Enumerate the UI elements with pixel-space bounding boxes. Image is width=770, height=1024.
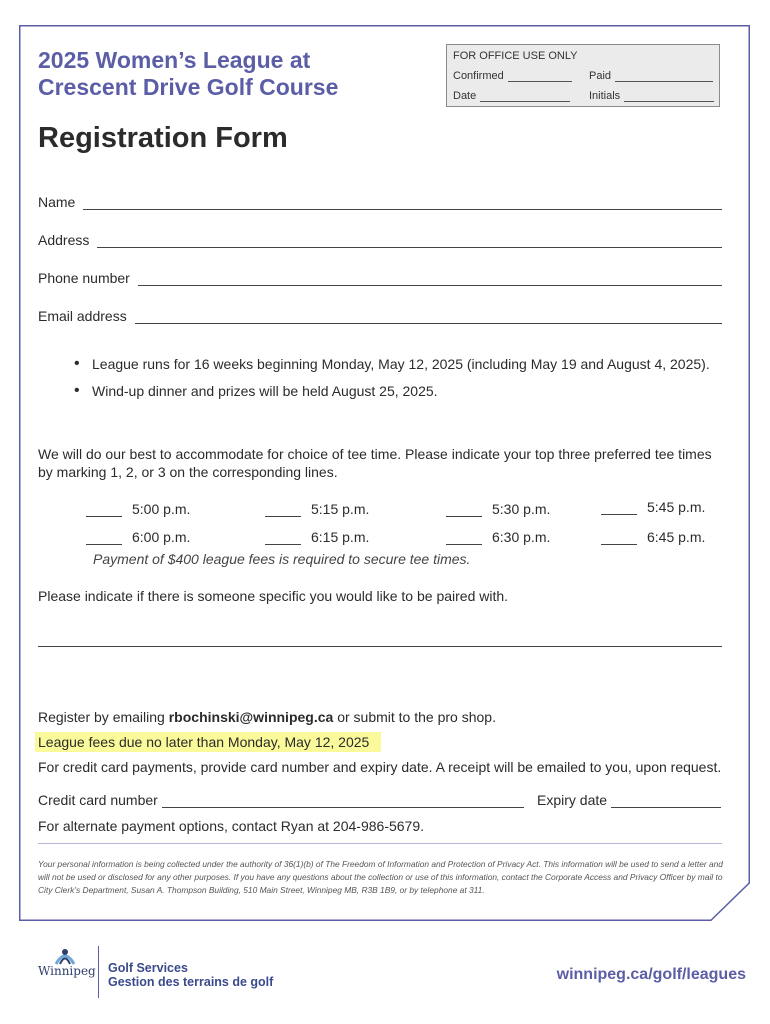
name-line[interactable] — [83, 195, 722, 210]
credit-card-label: Credit card number — [38, 792, 158, 808]
office-paid-field[interactable] — [589, 70, 713, 82]
form-title: Registration Form — [38, 122, 288, 154]
tee-time-option[interactable] — [86, 501, 190, 517]
tee-time-option[interactable] — [265, 529, 369, 545]
dept-name-fr: Gestion des terrains de golf — [108, 975, 274, 989]
address-line[interactable] — [97, 233, 722, 248]
title-line-1: 2025 Women’s League at — [38, 47, 311, 73]
tee-time-blank[interactable] — [265, 504, 301, 517]
winnipeg-logo-icon — [38, 944, 98, 966]
tee-time-option[interactable] — [601, 499, 705, 515]
register-instructions — [38, 708, 496, 726]
credit-card-line[interactable] — [162, 793, 524, 808]
office-paid-label: Paid — [589, 70, 612, 82]
tee-time-blank[interactable] — [446, 504, 482, 517]
payment-note: Payment of $400 league fees is required to secure tee times. — [93, 551, 471, 567]
register-prefix: Register by emailing — [38, 709, 169, 725]
pairing-line[interactable] — [38, 646, 722, 647]
dept-name-en: Golf Services — [108, 961, 188, 975]
expiry-line[interactable] — [611, 793, 721, 808]
tee-time-option[interactable] — [86, 529, 190, 545]
office-confirmed-label: Confirmed — [453, 70, 504, 82]
email-field[interactable] — [38, 308, 722, 324]
phone-field[interactable] — [38, 270, 722, 286]
name-label: Name — [38, 194, 76, 210]
tee-time-label: 6:45 p.m. — [647, 529, 706, 545]
name-field[interactable] — [38, 194, 722, 210]
tee-time-blank[interactable] — [265, 532, 301, 545]
title-line-2: Crescent Drive Golf Course — [38, 74, 339, 100]
address-field[interactable] — [38, 232, 722, 248]
tee-time-blank[interactable] — [86, 504, 122, 517]
office-use-heading: FOR OFFICE USE ONLY — [453, 50, 578, 62]
email-line[interactable] — [135, 309, 722, 324]
list-item: • Wind-up dinner and prizes will be held August 25, 2025. — [74, 383, 710, 399]
office-initials-line — [624, 91, 714, 102]
league-info-list — [74, 356, 710, 410]
phone-line[interactable] — [138, 271, 722, 286]
office-confirmed-line — [508, 71, 572, 82]
register-email[interactable]: rbochinski@winnipeg.ca — [168, 709, 334, 725]
tee-time-label: 6:15 p.m. — [311, 529, 370, 545]
email-label: Email address — [38, 308, 127, 324]
section-divider — [38, 843, 722, 844]
league-title — [38, 47, 338, 101]
credit-card-field[interactable] — [38, 792, 524, 808]
tee-time-option[interactable] — [446, 529, 550, 545]
office-date-field[interactable] — [453, 90, 570, 102]
fee-deadline: League fees due no later than Monday, May 12, 2025 — [38, 734, 370, 750]
tee-time-blank[interactable] — [446, 532, 482, 545]
tee-time-label: 6:00 p.m. — [132, 529, 191, 545]
expiry-field[interactable] — [537, 792, 721, 808]
register-suffix: or submit to the pro shop. — [333, 709, 496, 725]
tee-time-label: 5:00 p.m. — [132, 501, 191, 517]
office-date-line — [480, 91, 570, 102]
tee-time-blank[interactable] — [86, 532, 122, 545]
expiry-label: Expiry date — [537, 792, 608, 808]
tee-time-option[interactable] — [601, 529, 705, 545]
tee-time-blank[interactable] — [601, 532, 637, 545]
logo-text: Winnipeg — [38, 964, 96, 978]
office-initials-label: Initials — [589, 90, 621, 102]
office-initials-field[interactable] — [589, 90, 714, 102]
privacy-notice: Your personal information is being collected under the authority of 36(1)(b) of The Freedom of Information and Protection of Privacy Act. This information will be used to send a letter and will not be used or disclosed for any other purposes. If you have any questions about the collection or use of this information, contact the Corporate Access and Privacy Officer by mail to City Clerk’s Department, Susan A. Thompson Building, 510 Main Street, Winnipeg MB, R3B 1B9, or by telephone at 311. — [38, 859, 723, 895]
footer-separator — [98, 946, 99, 998]
tee-time-blank[interactable] — [601, 502, 637, 515]
tee-time-label: 5:45 p.m. — [647, 499, 706, 515]
tee-time-label: 5:30 p.m. — [492, 501, 551, 517]
tee-time-option[interactable] — [265, 501, 369, 517]
office-paid-line — [615, 71, 713, 82]
list-item: • League runs for 16 weeks beginning Monday, May 12, 2025 (including May 19 and August 4, 2025). — [74, 356, 710, 372]
tee-time-label: 5:15 p.m. — [311, 501, 370, 517]
alternate-payment: For alternate payment options, contact Ryan at 204-986-5679. — [38, 818, 425, 834]
office-confirmed-field[interactable] — [453, 70, 572, 82]
address-label: Address — [38, 232, 90, 248]
credit-card-info: For credit card payments, provide card number and expiry date. A receipt will be emailed to you, upon request. — [38, 759, 722, 775]
office-date-label: Date — [453, 90, 477, 102]
website-link[interactable]: winnipeg.ca/golf/leagues — [556, 966, 746, 983]
tee-time-option[interactable] — [446, 501, 550, 517]
phone-label: Phone number — [38, 270, 130, 286]
tee-time-label: 6:30 p.m. — [492, 529, 551, 545]
pairing-prompt: Please indicate if there is someone specific you would like to be paired with. — [38, 588, 509, 604]
tee-time-instructions: We will do our best to accommodate for choice of tee time. Please indicate your top three preferred tee times by marking 1, 2, or 3 on the corresponding lines. — [38, 446, 712, 480]
office-use-box — [446, 44, 720, 107]
